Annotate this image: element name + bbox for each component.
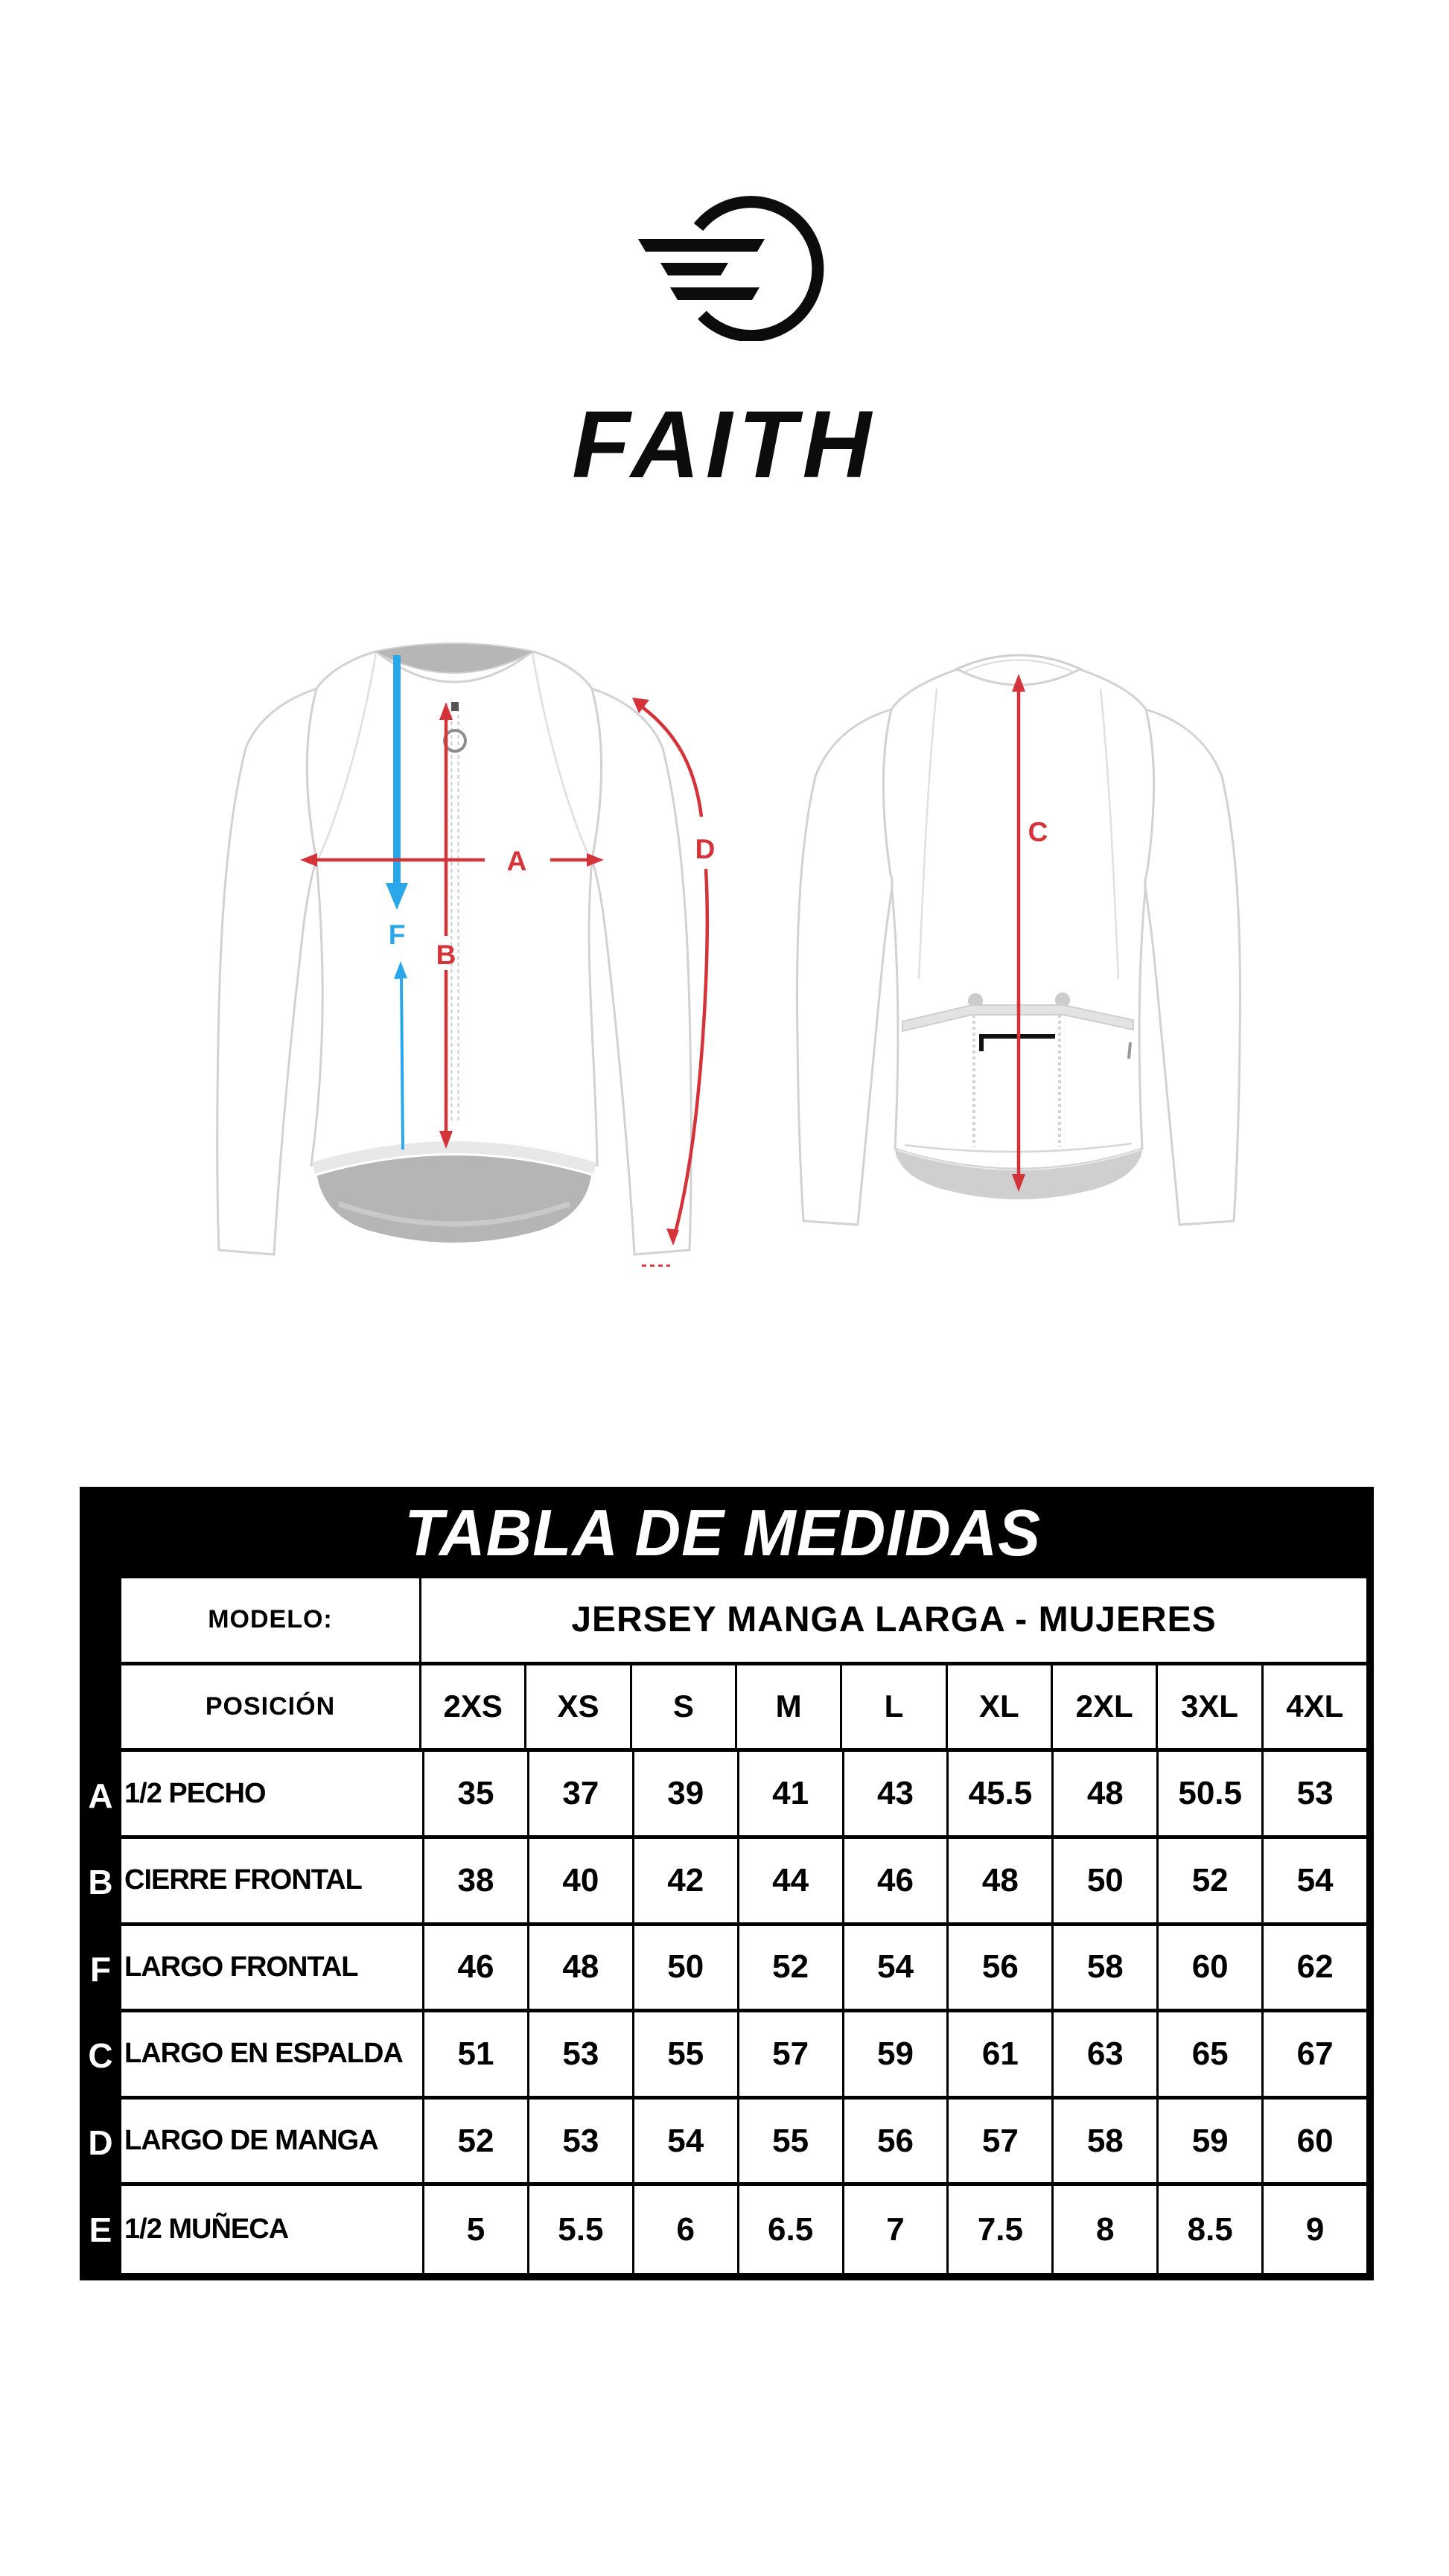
value-cell: 60 [1296,2122,1334,2159]
row-letter: E [89,2210,112,2249]
jersey-measure-diagram [0,637,1449,1284]
value-cell: 57 [739,2012,844,2096]
value-cell: 59 [844,2012,949,2096]
size-header-l: L [842,1665,947,1749]
row-label: LARGO FRONTAL [121,1926,424,2009]
jersey-front-view [217,643,716,1266]
row-label: LARGO EN ESPALDA [121,2012,424,2096]
value-cell: 46 [424,1926,529,2009]
row-label: 1/2 MUÑECA [121,2186,424,2273]
modelo-value: JERSEY MANGA LARGA - MUJERES [571,1600,1217,1640]
value-cell: 60 [1159,1926,1264,2009]
value-cell: 61 [949,2012,1054,2096]
table-row-b [80,1839,1366,1926]
size-header-4xl: 4XL [1286,1689,1344,1724]
table-row-a [80,1752,1366,1839]
value-cell: 39 [634,1752,739,1835]
front-torso [307,651,602,1165]
value-cell: 52 [1159,1839,1264,1922]
row-label: LARGO DE MANGA [121,2100,424,2183]
measure-label-a: A [506,846,527,876]
table-row-posicion [80,1665,1366,1753]
value-cell: 63 [1054,2012,1159,2096]
row-letter: B [88,1863,113,1902]
value-cell: 56 [949,1926,1054,2009]
measure-label-b: B [436,940,456,970]
table-row-e [80,2186,1366,2273]
side-zipper [1129,1042,1130,1059]
value-cell: 7 [844,2186,949,2273]
table-title: TABLA DE MEDIDAS [404,1495,1042,1569]
value-cell: 44 [739,1839,844,1922]
value-cell: 42 [634,1839,739,1922]
value-cell: 55 [739,2100,844,2183]
row-letter: A [88,1776,113,1815]
letter-cell-empty [80,1665,121,1753]
row-letter: F [89,1949,112,1989]
table-grid [80,1578,1366,2273]
value-cell: 65 [1159,2012,1264,2096]
measure-label-c: C [1028,817,1048,847]
value-cell: 59 [1159,2100,1264,2183]
value-cell: 53 [1296,1775,1334,1812]
value-cell: 9 [1305,2210,1325,2248]
value-cell: 48 [529,1926,634,2009]
value-cell: 53 [529,2012,634,2096]
value-cell: 55 [634,2012,739,2096]
front-left-sleeve [217,689,316,1254]
table-row-c [80,2012,1366,2100]
value-cell: 38 [424,1839,529,1922]
value-cell: 53 [529,2100,634,2183]
faith-logo-icon [629,192,827,341]
row-letter: C [88,2036,113,2076]
value-cell: 54 [844,1926,949,2009]
size-header-m: M [737,1665,842,1749]
row-letter: D [88,2123,113,2163]
value-cell: 58 [1054,1926,1159,2009]
size-header-2xs: 2XS [421,1665,526,1749]
logo-speed-bar-1 [638,239,765,252]
value-cell: 50 [1054,1839,1159,1922]
table-row-modelo [80,1578,1366,1665]
measure-label-d: D [695,834,716,864]
value-cell: 40 [529,1839,634,1922]
value-cell: 41 [739,1752,844,1835]
value-cell: 6 [634,2186,739,2273]
value-cell: 52 [424,2100,529,2183]
row-label: CIERRE FRONTAL [121,1839,424,1922]
value-cell: 56 [844,2100,949,2183]
brand-name: FAITH [572,392,877,498]
size-header-3xl: 3XL [1158,1665,1263,1749]
value-cell: 50.5 [1159,1752,1264,1835]
size-header-xs: XS [526,1665,631,1749]
value-cell: 57 [949,2100,1054,2183]
value-cell: 52 [739,1926,844,2009]
value-cell: 48 [949,1839,1054,1922]
table-row-f [80,1926,1366,2013]
value-cell: 48 [1054,1752,1159,1835]
value-cell: 43 [844,1752,949,1835]
letter-cell-empty [80,1578,121,1665]
logo-speed-bar-2 [660,263,728,275]
value-cell: 7.5 [949,2186,1054,2273]
row-label: 1/2 PECHO [121,1752,424,1835]
measure-label-f: F [388,919,406,950]
value-cell: 54 [634,2100,739,2183]
value-cell: 8.5 [1159,2186,1264,2273]
value-cell: 45.5 [949,1752,1054,1835]
size-header-xl: XL [948,1665,1053,1749]
value-cell: 67 [1296,2035,1334,2072]
value-cell: 5 [424,2186,529,2273]
value-cell: 46 [844,1839,949,1922]
jersey-back-view [797,655,1240,1225]
back-right-sleeve [1145,710,1241,1225]
front-hem-band [317,1155,591,1243]
value-cell: 8 [1054,2186,1159,2273]
zipper-pull-tab [451,702,459,711]
logo-speed-bar-3 [670,287,759,300]
front-right-sleeve [592,689,691,1254]
modelo-label: MODELO: [121,1578,421,1662]
size-header-2xl: 2XL [1053,1665,1158,1749]
posicion-header: POSICIÓN [121,1665,421,1749]
size-header-s: S [632,1665,737,1749]
value-cell: 35 [424,1752,529,1835]
value-cell: 6.5 [739,2186,844,2273]
table-title-banner [80,1487,1366,1578]
table-row-d [80,2100,1366,2187]
value-cell: 62 [1296,1948,1334,1986]
value-cell: 54 [1296,1861,1334,1898]
value-cell: 51 [424,2012,529,2096]
size-chart-table [80,1487,1374,2280]
value-cell: 50 [634,1926,739,2009]
back-left-sleeve [797,710,892,1225]
value-cell: 58 [1054,2100,1159,2183]
value-cell: 5.5 [529,2186,634,2273]
value-cell: 37 [529,1752,634,1835]
